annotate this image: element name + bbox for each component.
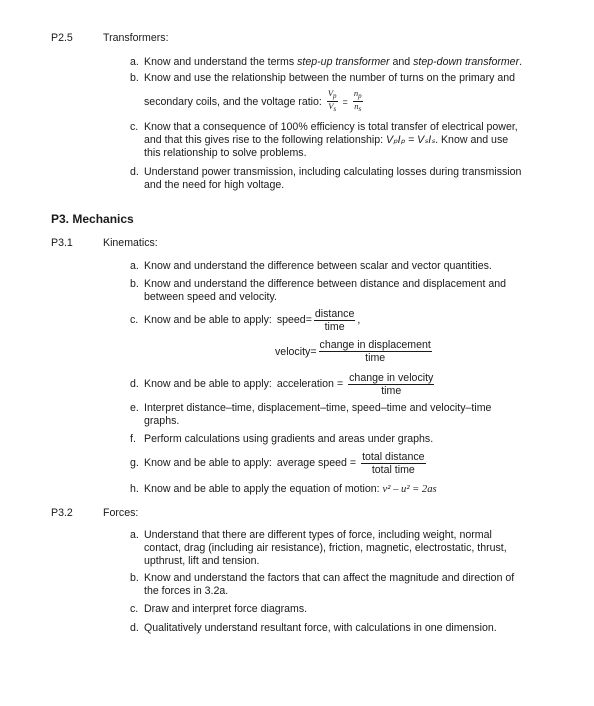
p3-1-item-h [130, 483, 540, 497]
equals-sign: = [342, 96, 348, 107]
average-speed-fraction [361, 451, 425, 476]
item-letter: f. [130, 433, 136, 445]
subscript: p [333, 92, 337, 100]
item-letter: d. [130, 166, 139, 178]
fraction-denominator: n [354, 101, 359, 111]
item-text: Know and be able to apply: [144, 314, 272, 327]
velocity-fraction [319, 339, 432, 364]
fraction-numerator: change in displacement [319, 339, 431, 351]
p3-2-item-a [130, 529, 540, 567]
section-title-forces: Forces: [103, 507, 139, 519]
section-code-p2-5: P2.5 [51, 32, 73, 44]
item-letter: e. [130, 402, 139, 414]
item-text: and that this gives rise to the following relationship: [144, 133, 387, 146]
item-letter: b. [130, 278, 139, 290]
item-text: Perform calculations using gradients and areas under graphs. [144, 433, 434, 445]
acceleration-label: acceleration [276, 378, 334, 391]
p2-5-item-c [130, 121, 540, 159]
fraction-denominator: time [381, 385, 402, 397]
item-letter: b. [130, 572, 139, 584]
p3-1-item-b [130, 278, 540, 304]
fraction-denominator: time [324, 321, 345, 333]
subscript: s [333, 105, 337, 113]
fraction-denominator: time [365, 352, 386, 364]
item-letter: c. [130, 121, 139, 133]
p3-1-item-g: g. Know and be able to apply: average speed = $\frac{\text{total distance}}{\text{total time}}$ [130, 451, 425, 476]
section-code-p3-2: P3.2 [51, 507, 73, 519]
acceleration-fraction [348, 372, 434, 397]
voltage-fraction [327, 89, 338, 114]
fraction-denominator: total time [371, 464, 415, 476]
p3-1-item-e [130, 402, 540, 428]
velocity-label: velocity [275, 345, 311, 358]
item-text: contact, drag (including air resistance), friction, magnetic, electrostatic, thrust, [144, 541, 507, 554]
item-letter: a. [130, 56, 139, 68]
fraction-numerator: distance [314, 308, 355, 320]
item-letter: c. [130, 603, 139, 615]
item-letter: d. [130, 622, 139, 634]
fraction-numerator: n [353, 88, 359, 98]
power-equation: VₚIₚ = VₛIₛ [386, 133, 436, 146]
heading-mechanics: P3. Mechanics [51, 212, 134, 226]
item-text: Understand that there are different types of force, including weight, normal [144, 529, 492, 541]
item-text: . Know and use [435, 133, 509, 146]
item-text: Know that a consequence of 100% efficiency is total transfer of electrical power, [144, 121, 518, 133]
item-text: this relationship to solve problems. [144, 146, 307, 159]
p3-1-item-a [130, 260, 540, 273]
item-text: Interpret distance–time, displacement–time, speed–time and velocity–time [144, 402, 492, 414]
fraction-numerator: total distance [362, 451, 425, 463]
item-letter: c. [130, 314, 139, 327]
item-text: Know and be able to apply: [144, 457, 272, 470]
item-letter: a. [130, 529, 139, 541]
p2-5-item-a [130, 56, 540, 69]
p3-2-item-d [130, 622, 540, 635]
item-term: step-down transformer [413, 56, 520, 68]
p3-2-item-c [130, 603, 540, 616]
item-text: Know and be able to apply: [144, 378, 272, 391]
item-letter: h. [130, 483, 139, 495]
p2-5-item-b [130, 72, 540, 85]
speed-fraction [314, 308, 355, 333]
item-text: . [519, 56, 523, 68]
turns-fraction [353, 89, 363, 114]
item-text: Know and understand the difference between distance and displacement and [144, 278, 507, 290]
item-text: Qualitatively understand resultant force, with calculations in one dimension. [144, 622, 497, 634]
section-title-transformers: Transformers: [103, 32, 169, 44]
item-letter: a. [130, 260, 139, 272]
item-text: Know and be able to apply the equation of motion: [144, 483, 380, 495]
item-letter: b. [130, 72, 139, 84]
item-text: the forces in 3.2a. [144, 584, 229, 597]
fraction-denominator: V [328, 101, 334, 111]
item-text: Understand power transmission, including calculating losses during transmission [144, 166, 522, 178]
item-text: Draw and interpret force diagrams. [144, 603, 308, 615]
subscript: s [358, 105, 362, 113]
speed-label: speed [276, 314, 306, 327]
item-text: secondary coils, and the voltage ratio: [144, 95, 322, 108]
p3-1-item-d: d. Know and be able to apply: acceleration = $\frac{\text{change in velocity}}{\text{time}}$ [130, 372, 434, 397]
item-text: and [389, 56, 414, 68]
comma: , [357, 314, 361, 327]
subscript: p [358, 92, 362, 100]
p3-1-item-f [130, 433, 540, 446]
voltage-ratio-line [144, 89, 365, 114]
item-text: and the need for high voltage. [144, 178, 285, 191]
item-text: graphs. [144, 414, 180, 427]
p2-5-item-d [130, 166, 540, 192]
p3-2-item-b [130, 572, 540, 598]
item-text: Know and use the relationship between the number of turns on the primary and [144, 72, 516, 84]
item-text: between speed and velocity. [144, 290, 277, 303]
fraction-numerator: change in velocity [349, 372, 434, 384]
motion-equation: v² – u² = 2as [382, 484, 437, 495]
item-text: upthrust, lift and tension. [144, 554, 260, 567]
p3-1-item-c: c. Know and be able to apply: speed = $\frac{\text{distance}}{\text{time}}$ , [130, 308, 361, 333]
section-code-p3-1: P3.1 [51, 237, 73, 249]
velocity-equation: velocity = $\frac{\text{change in displacement}}{\text{time}}$ [275, 339, 431, 364]
item-text: Know and understand the terms [144, 56, 298, 68]
item-term: step-up transformer [297, 56, 390, 68]
item-text: Know and understand the factors that can affect the magnitude and direction of [144, 572, 515, 584]
item-letter: d. [130, 378, 139, 391]
average-speed-label: average speed [276, 457, 347, 470]
section-title-kinematics: Kinematics: [103, 237, 158, 249]
item-letter: g. [130, 457, 139, 470]
item-text: Know and understand the difference between scalar and vector quantities. [144, 260, 492, 272]
fraction-numerator: V [327, 88, 334, 98]
